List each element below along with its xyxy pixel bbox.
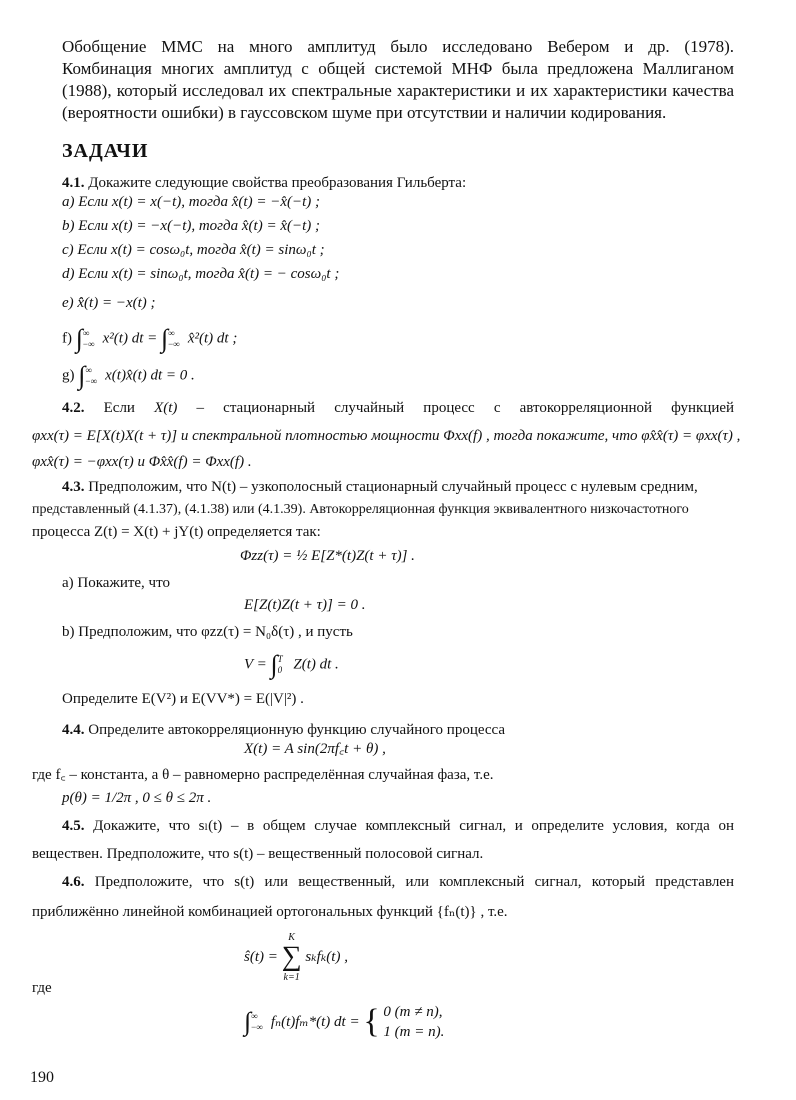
problem-4-1-d: d) Если x(t) = sinω₀t, тогда x̂(t) = − cosω₀t ; [62,266,340,282]
upper-limit: ∞ [251,1011,258,1021]
problem-text: Докажите, что sₗ(t) – в общем случае комплексный сигнал, и определите условия, когда он [93,818,735,834]
equation-rhs: sₖfₖ(t) , [305,949,348,965]
problem-4-1-c: c) Если x(t) = cosω₀t, тогда x̂(t) = sinω₀t ; [62,242,325,258]
equation-phi-zz: Φzz(τ) = ½ E[Z*(t)Z(t + τ)] . [240,548,415,564]
problem-4-1-g [62,363,195,389]
problem-number: 4.6. [62,874,85,890]
problem-4-2-line-3: φxx̂(τ) = −φxx(τ) и Φx̂x̂(f) = Φxx(f) . [32,454,252,470]
sum-lower-limit: k=1 [283,972,300,983]
upper-limit: ∞ [168,328,175,338]
integral-sign: ∫ [78,361,86,390]
integrand: fₙ(t)fₘ*(t) dt = [270,1014,360,1030]
problem-4-4-header [62,720,505,740]
problem-number: 4.1. [62,175,85,191]
section-heading: ЗАДАЧИ [62,140,149,162]
problem-number: 4.4. [62,722,85,738]
problem-4-6-line-1 [62,872,734,892]
integrand: Z(t) dt . [293,656,339,673]
problem-4-6-where: где [32,980,52,996]
problem-4-1-e: e) x̂̂(t) = −x(t) ; [62,295,156,311]
problem-4-1-a: a) Если x(t) = x(−t), тогда x̂(t) = −x̂(−t) ; [62,194,320,210]
lower-limit: −∞ [85,376,97,386]
intro-line-4: (вероятности ошибки) в гауссовском шуме при отсутствии и наличии кодирования. [62,103,667,122]
problem-4-5-line-1 [62,816,734,836]
problem-4-3-a: a) Покажите, что [62,575,170,591]
integral-sign: ∫ [244,1007,252,1036]
problem-4-3-line-2: представленный (4.1.37), (4.1.38) или (4.1.39). Автокорреляционная функция эквивалентного низкочастотного [32,502,689,517]
problem-4-3-line-3: процесса Z(t) = X(t) + jY(t) определяется так: [32,524,321,540]
problem-4-6-line-2: приближённо линейной комбинацией ортогональных функций {fₙ(t)} , т.е. [32,904,508,920]
problem-4-3-b: b) Предположим, что φzz(τ) = N₀δ(τ) , и пусть [62,624,353,640]
problem-number: 4.5. [62,818,85,834]
upper-limit: ∞ [82,328,90,338]
intro-line-1: Обобщение ММС на много амплитуд было исследовано Вебером и др. (1978). [62,37,734,56]
problem-4-5-line-2: веществен. Предположите, что s(t) – вещественный полосовой сигнал. [32,846,484,862]
problem-text: Определите автокорреляционную функцию случайного процесса [88,722,506,738]
equation-v [244,652,339,678]
problem-text: Предположите, что s(t) или вещественный, или комплексный сигнал, который представлен [94,874,734,890]
equation-pdf: p(θ) = 1/2π , 0 ≤ θ ≤ 2π . [62,790,212,806]
problem-4-2-line-2: φxx(τ) = E[X(t)X(t + τ)] и спектральной плотностью мощности Φxx(f) , тогда покажите, что φx̂x̂(τ) = φxx(τ) , [32,428,741,444]
problem-4-1-header [62,173,466,193]
equation-x: X(t) = A sin(2πf꜀t + θ) , [244,741,386,757]
lower-limit: −∞ [82,339,95,349]
problem-symbol: X(t) [154,400,178,416]
equation-orthogonality [244,1002,444,1042]
problem-4-1-f [62,326,237,352]
lower-limit: 0 [277,665,283,675]
problem-text: Докажите следующие свойства преобразования Гильберта: [88,175,467,191]
case-1: 0 (m ≠ n), [383,1004,443,1020]
problem-4-2-line-1 [62,398,734,418]
item-label: g) [62,367,75,384]
integral-sign: ∫ [160,324,169,353]
problem-4-1-b: b) Если x(t) = −x(−t), тогда x̂(t) = x̂(−t) ; [62,218,320,234]
equation-e-zz: E[Z(t)Z(t + τ)] = 0 . [244,597,366,613]
brace: { [363,1003,380,1040]
integrand: x²(t) dt = [102,330,161,347]
intro-line-2: Комбинация многих амплитуд с общей системой МНФ была предложена Маллиганом [62,59,734,78]
equation-s-hat [244,930,348,983]
case-2: 1 (m = n). [383,1024,445,1040]
equation-lhs: V = [244,656,271,673]
problem-number: 4.3. [62,479,85,495]
equation-lhs: ŝ(t) = [244,949,282,965]
integral-sign: ∫ [75,324,83,353]
sum-upper-limit: K [288,932,295,943]
lower-limit: −∞ [251,1022,263,1032]
integrand: x(t)x̂(t) dt = 0 . [105,367,195,384]
upper-limit: ∞ [85,365,92,375]
problem-text: – стационарный случайный процесс с автокорреляционной функцией [196,400,735,416]
lower-limit: −∞ [168,339,180,349]
problem-4-4-where: где f꜀ – константа, а θ – равномерно распределённая случайная фаза, т.е. [32,767,494,783]
page-number: 190 [30,1069,54,1086]
item-label: f) [62,330,72,347]
problem-text: Если [103,400,135,416]
integral-sign: ∫ [270,650,278,679]
problem-text: Предположим, что N(t) – узкополосный стационарный случайный процесс с нулевым средним, [88,479,698,495]
problem-4-3-line-1 [62,477,698,497]
integrand: x̂²(t) dt ; [187,330,238,347]
upper-limit: T [277,654,283,664]
problem-4-3-define: Определите E(V²) и E(VV*) = E(|V|²) . [62,691,304,707]
sum-sign: ∑ [281,941,302,972]
problem-number: 4.2. [62,400,85,416]
cases [383,1002,444,1042]
intro-line-3: (1988), который исследовал их спектральные характеристики и их характеристики качества [62,81,734,100]
